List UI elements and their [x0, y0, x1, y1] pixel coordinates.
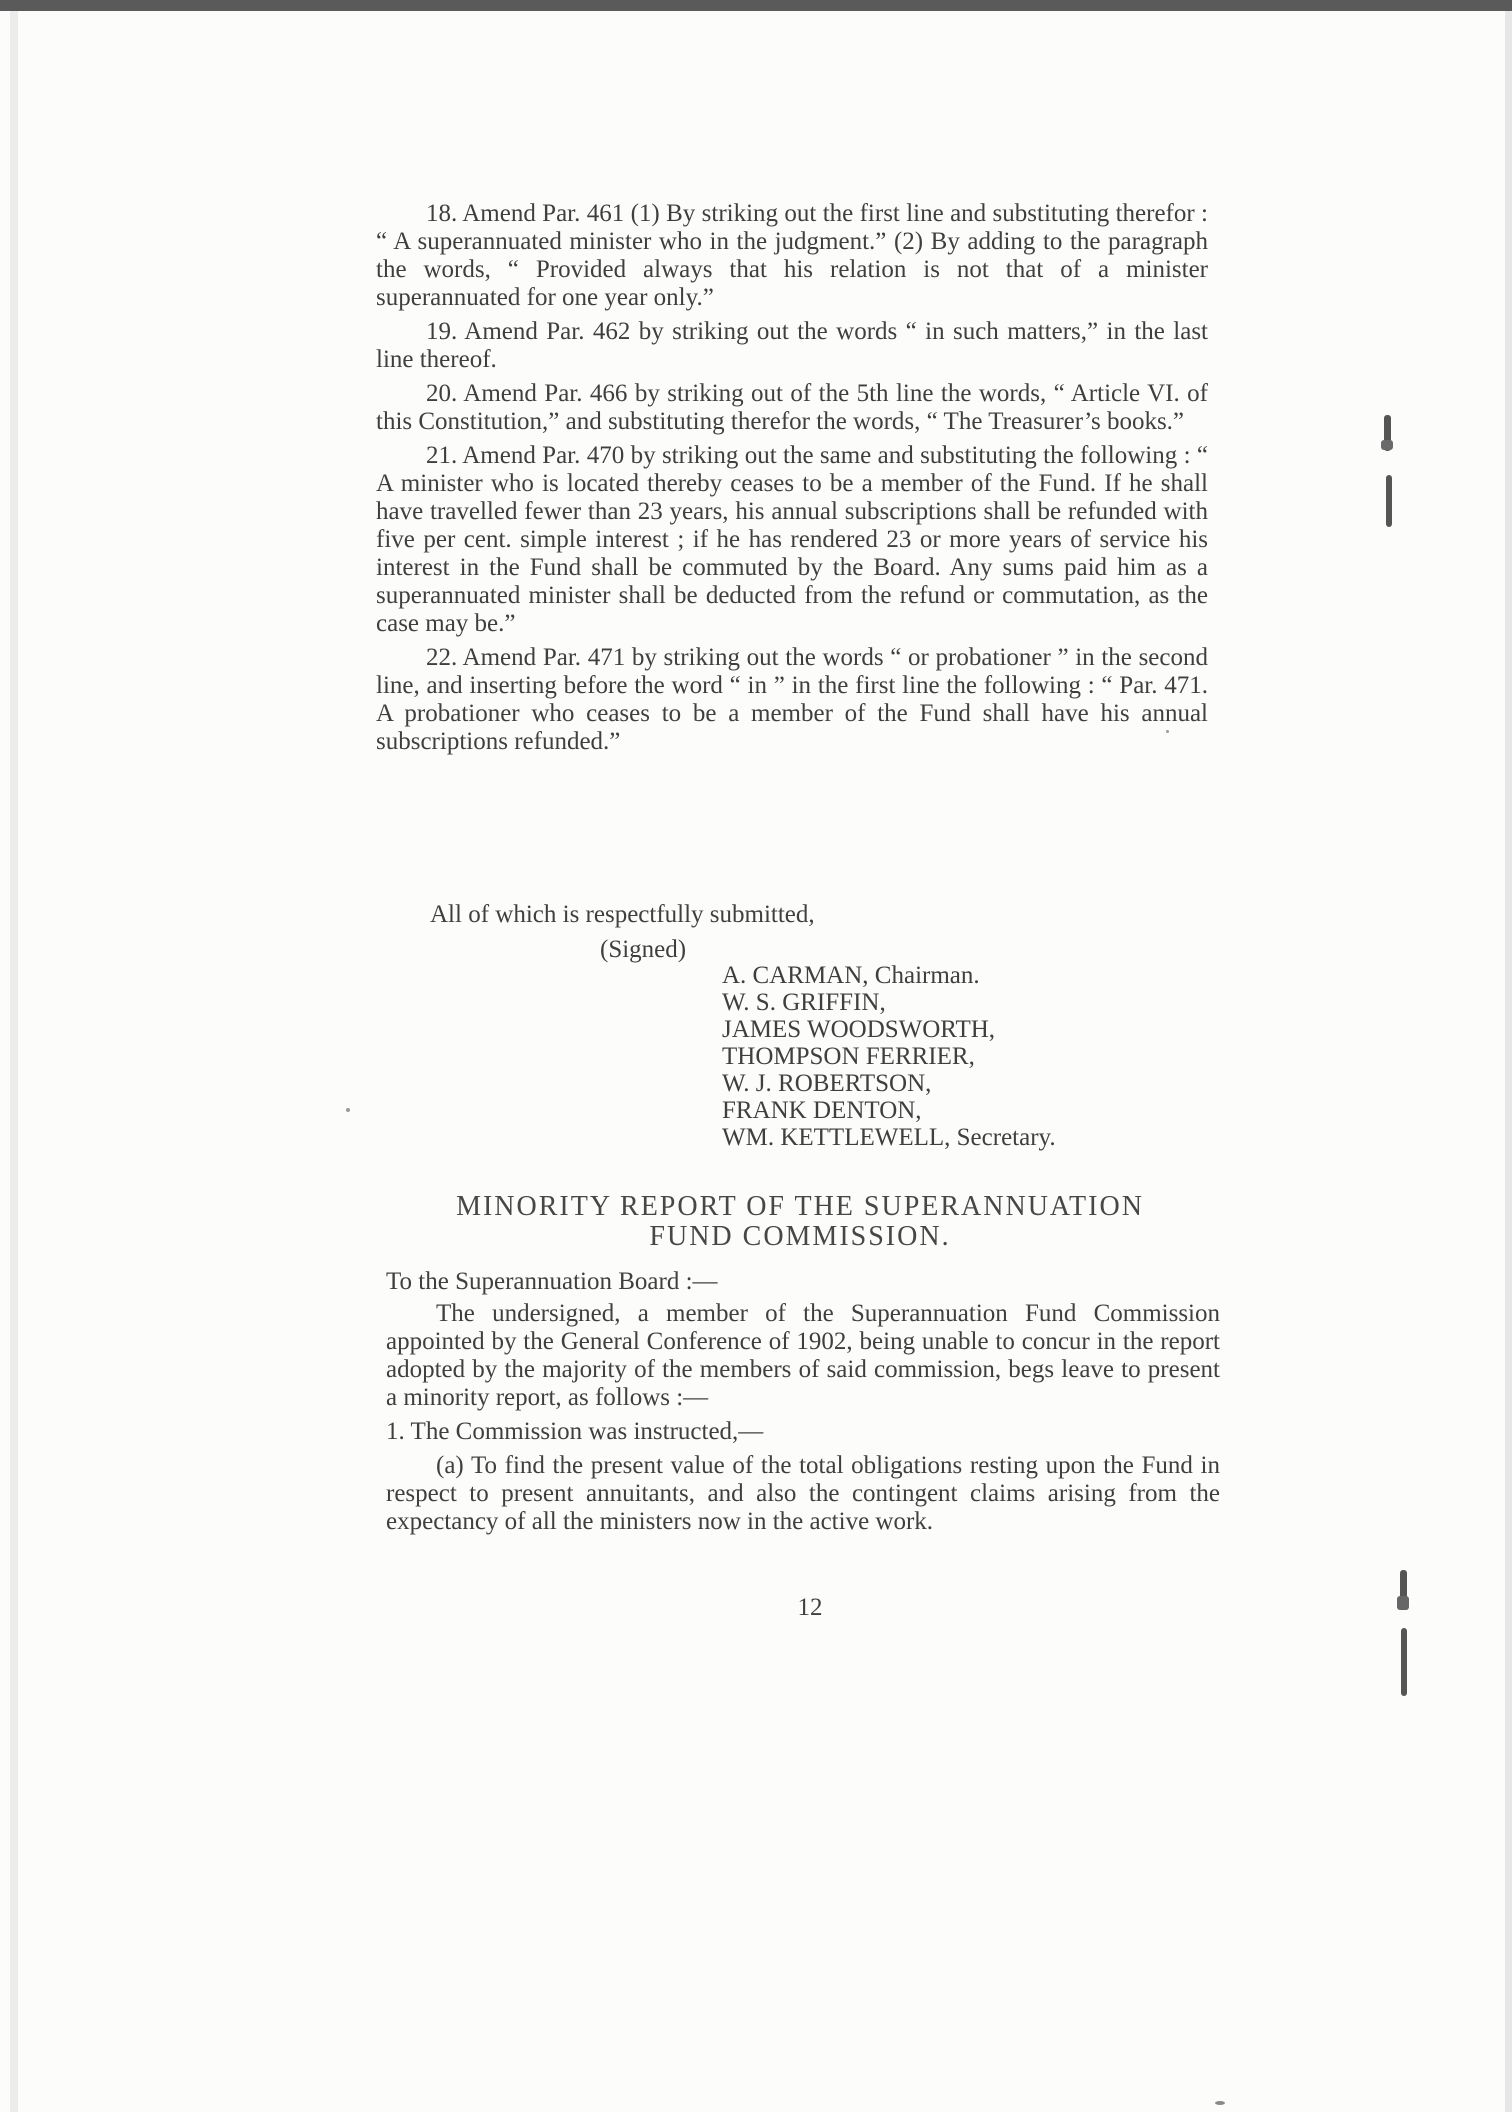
scan-top-border — [0, 0, 1512, 11]
signatory: A. CARMAN, Chairman. — [722, 962, 980, 989]
margin-ink-mark — [1386, 475, 1392, 527]
amendment-20: 20. Amend Par. 466 by striking out of the 5th line the words, “ Article VI. of this Constitution,” and substituting therefor the words, “ The Treasurer’s books.” — [376, 380, 1208, 435]
salutation: To the Superannuation Board :— — [386, 1268, 718, 1295]
minority-report-body — [386, 1268, 1220, 1542]
signatory: THOMPSON FERRIER, — [722, 1043, 975, 1070]
amendment-18: 18. Amend Par. 461 (1) By striking out the first line and substituting therefor : “ A superannuated minister who in the judgment.” (2) By adding to the paragraph the words, “ Provided always that his relation is not that of a minister superannuated for one year only.” — [376, 200, 1208, 311]
signed-label: (Signed) — [600, 936, 687, 963]
page-right-edge-shadow — [1505, 11, 1512, 2112]
amendments-section — [376, 200, 1208, 762]
scan-speck — [1166, 730, 1169, 733]
signatory-list — [722, 962, 1056, 1151]
point-1a: (a) To find the present value of the total obligations resting upon the Fund in respect to present annuitants, and also the contingent claims arising from the expectancy of all the ministers now in the active work. — [386, 1452, 1220, 1535]
signatory: JAMES WOODSWORTH, — [722, 1016, 996, 1043]
heading-line-1: MINORITY REPORT OF THE SUPERANNUATION — [456, 1191, 1144, 1222]
page-left-edge-shadow — [10, 11, 18, 2112]
margin-ink-mark — [1401, 1628, 1407, 1696]
margin-ink-mark — [1397, 1596, 1409, 1610]
amendment-21: 21. Amend Par. 470 by striking out the same and substituting the following : “ A minister who is located thereby ceases to be a member of the Fund. If he shall have travelled fewer than 23 years, his annual subscriptions shall be refunded with five per cent. simple interest ; if he has rendered 23 or more years of service his interest in the Fund shall be commuted by the Board. Any sums paid him as a superannuated minister shall be deducted from the refund or commutation, as the case may be.” — [376, 442, 1208, 637]
signatory: W. S. GRIFFIN, — [722, 989, 886, 1016]
amendment-22: 22. Amend Par. 471 by striking out the words “ or probationer ” in the second line, and inserting before the word “ in ” in the first line the following : “ Par. 471. A probationer who ceases to be a member of the Fund shall have his annual subscriptions refunded.” — [376, 644, 1208, 755]
signatory: W. J. ROBERTSON, — [722, 1070, 932, 1097]
closing-statement: All of which is respectfully submitted, — [430, 901, 815, 928]
page-number: 12 — [797, 1594, 823, 1621]
minority-report-heading — [380, 1192, 1220, 1252]
signatory: WM. KETTLEWELL, Secretary. — [722, 1124, 1056, 1151]
amendment-19: 19. Amend Par. 462 by striking out the words “ in such matters,” in the last line thereof. — [376, 318, 1208, 373]
scan-speck — [1215, 2101, 1225, 2105]
heading-line-2: FUND COMMISSION. — [649, 1221, 951, 1252]
margin-ink-mark — [1381, 440, 1393, 450]
signatory: FRANK DENTON, — [722, 1097, 922, 1124]
point-1: 1. The Commission was instructed,— — [386, 1418, 764, 1445]
minority-intro-paragraph: The undersigned, a member of the Superannuation Fund Commission appointed by the General Conference of 1902, being unable to concur in the report adopted by the majority of the members of said commission, begs leave to present a minority report, as follows :— — [386, 1300, 1220, 1411]
scan-speck — [346, 1108, 350, 1112]
